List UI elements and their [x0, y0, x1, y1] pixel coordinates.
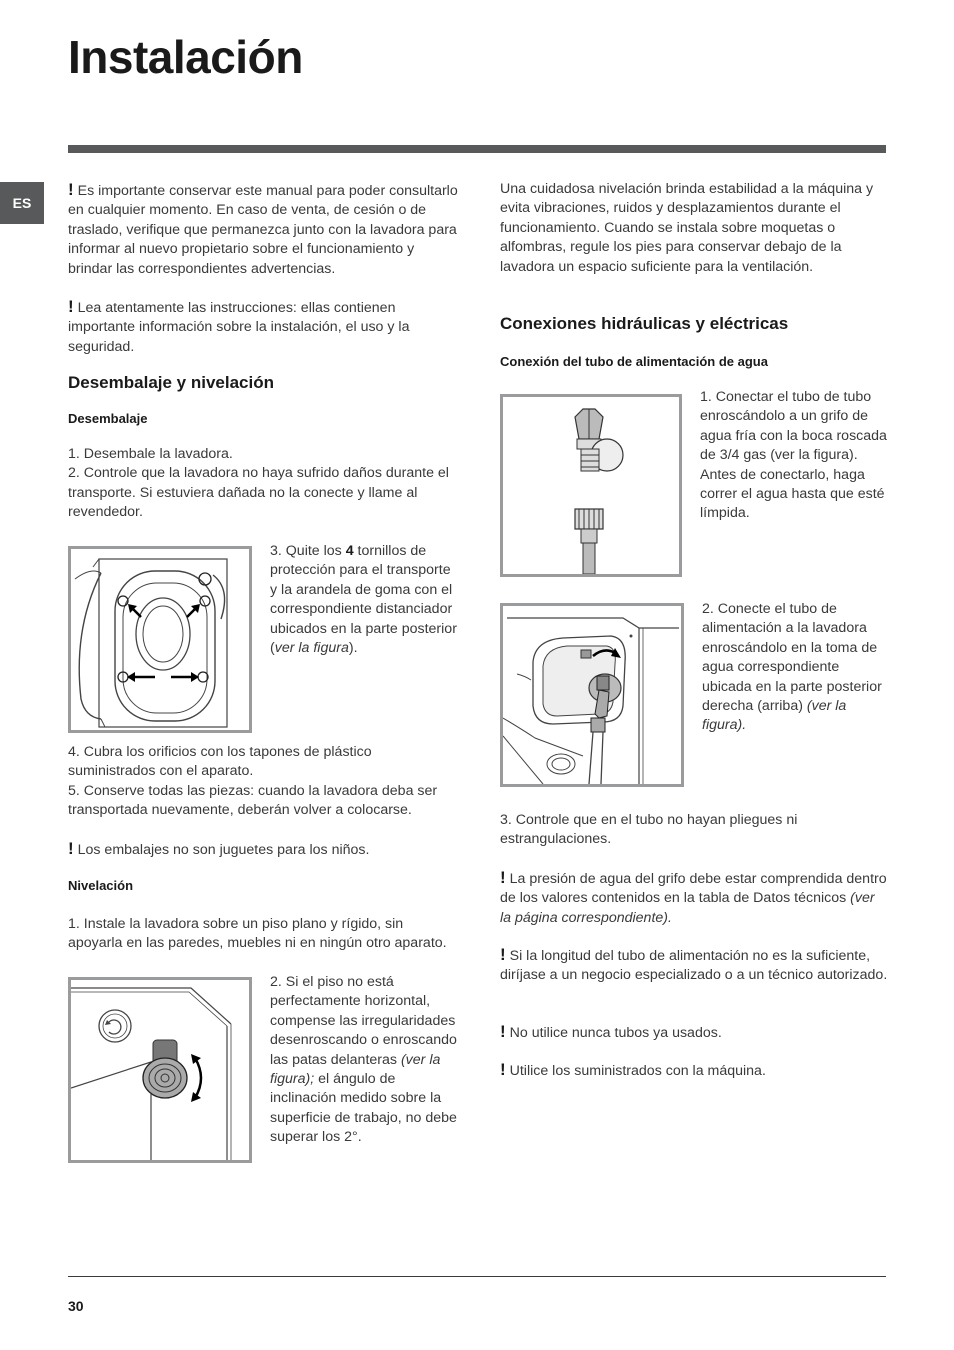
- warning-length-text: Si la longitud del tubo de alimentación no es la suficiente, diríjase a un negocio especializado o a un técnico autorizado.: [500, 948, 888, 984]
- section-unpack-level-title: Desembalaje y nivelación: [68, 373, 274, 392]
- unpack-step-2: 2. Controle que la lavadora no haya sufrido daños durante el transporte. Si estuviera dañada no la conecte y llame al revendedor.: [68, 465, 449, 521]
- adjustable-foot-icon: [71, 980, 249, 1160]
- warning-packaging: [68, 839, 458, 860]
- unpack-step-1: 1. Desembale la lavadora.: [68, 446, 233, 462]
- warning-supplied-text: Utilice los suministrados con la máquina.: [505, 1063, 766, 1079]
- leveling-intro: [500, 180, 888, 277]
- leveling-intro-text: Una cuidadosa nivelación brinda estabilidad a la máquina y evita vibraciones, ruidos y desplazamientos durante el funcionamiento. Cuando se instala sobre moquetas o alfombras, regule los pies para conservar debajo de la lavadora un espacio suficiente para la ventilación.: [500, 181, 874, 275]
- warning-used-text: No utilice nunca tubos ya usados.: [505, 1025, 722, 1041]
- footer-rule: [68, 1276, 886, 1277]
- unpack-steps-4-5: [68, 743, 458, 821]
- unpack-step-5: 5. Conserve todas las piezas: cuando la lavadora deba ser transportada nuevamente, deberán volver a colocarse.: [68, 782, 438, 819]
- tap-hose-figure: [500, 394, 682, 577]
- level-step-2-text: 2. Si el piso no está perfectamente horizontal, compense las irregularidades desenroscando o enroscando las patas delanteras: [270, 974, 457, 1068]
- hose-step-2-text: 2. Conecte el tubo de alimentación a la lavadora enroscándolo en la toma de agua correspondiente ubicada en la parte posterior derecha (arriba): [702, 601, 882, 715]
- title-rule: [68, 145, 886, 153]
- level-step-1: [68, 915, 458, 954]
- unpack-step-3-text: 3. Quite los: [270, 543, 346, 559]
- intro-warning-1: [68, 180, 458, 279]
- unpack-step-3-text-b: tornillos de protección para el transporte y la arandela de goma con el correspondiente distanciador ubicados en la parte posterior (: [270, 543, 457, 657]
- unpack-step-4: 4. Cubra los orificios con los tapones de plástico suministrados con el aparato.: [68, 744, 372, 780]
- warning-mark: !: [500, 945, 506, 964]
- language-tab: ES: [0, 182, 44, 224]
- subheading-leveling: Nivelación: [68, 878, 134, 893]
- warning-mark: !: [68, 180, 74, 199]
- figure-reference: (ver la figura);: [270, 1051, 441, 1088]
- unpack-steps-1-2: [68, 445, 458, 523]
- section-connections-title: Conexiones hidráulicas y eléctricas: [500, 314, 789, 333]
- hose-step-3-text: 3. Controle que en el tubo no hayan pliegues ni estrangulaciones.: [500, 812, 798, 848]
- leveling-figure: [68, 977, 252, 1163]
- warning-mark: !: [500, 1060, 506, 1079]
- warning-packaging-text: Los embalajes no son juguetes para los niños.: [73, 842, 370, 858]
- tap-and-hose-icon: [503, 397, 679, 574]
- screw-count: 4: [345, 543, 354, 559]
- warning-mark: !: [68, 839, 74, 858]
- intro-text-1: Es importante conservar este manual para poder consultarlo en cualquier momento. En caso de venta, de cesión o de traslado, verifique que permanezca junto con la lavadora para informar al nuevo propietario sobre el funcionamiento y brindar las correspondientes advertencias.: [68, 183, 458, 277]
- warning-pressure-text: La presión de agua del grifo debe estar comprendida dentro de los valores contenidos en la tabla de Datos técnicos: [500, 871, 887, 907]
- page-reference: (ver la página correspondiente).: [500, 890, 875, 926]
- intro-text-2: Lea atentamente las instrucciones: ellas contienen importante información sobre la instalación, el uso y la seguridad.: [68, 300, 410, 355]
- rear-screws-figure: [68, 546, 252, 733]
- machine-water-inlet-icon: [503, 606, 681, 784]
- level-step-1-text: 1. Instale la lavadora sobre un piso plano y rígido, sin apoyarla en las paredes, muebles ni en ningún otro aparato.: [68, 916, 447, 952]
- water-inlet-figure: [500, 603, 684, 787]
- subheading-unpack: Desembalaje: [68, 411, 148, 426]
- warning-mark: !: [500, 868, 506, 887]
- washing-machine-rear-icon: [71, 549, 249, 730]
- warning-supplied-hoses: [500, 1060, 888, 1081]
- hose-step-3: [500, 811, 888, 850]
- figure-reference: (ver la figura).: [702, 698, 847, 734]
- level-step-2: [270, 973, 458, 1148]
- page-number: 30: [68, 1298, 84, 1314]
- level-step-2-text-b: el ángulo de inclinación medido sobre la superficie de trabajo, no debe superar los 2°.: [270, 1071, 457, 1146]
- warning-length: [500, 945, 888, 986]
- intro-warning-2: [68, 297, 458, 357]
- hose-step-1: [700, 388, 888, 524]
- hose-step-1-text: 1. Conectar el tubo de tubo enroscándolo a un grifo de agua fría con la boca roscada de 3/4 gas (ver la figura). Antes de conectarlo, haga correr el agua hasta que esté límpida.: [700, 389, 887, 522]
- warning-mark: !: [500, 1022, 506, 1041]
- hose-step-2: [702, 600, 888, 736]
- warning-pressure: [500, 868, 888, 928]
- page-title: Instalación: [68, 31, 303, 83]
- warning-used-hoses: [500, 1022, 888, 1043]
- subheading-water-hose: Conexión del tubo de alimentación de agua: [500, 354, 768, 369]
- warning-mark: !: [68, 297, 74, 316]
- figure-reference: ver la figura: [274, 640, 349, 657]
- unpack-step-3: [270, 542, 458, 658]
- unpack-step-3-end: ).: [348, 640, 358, 657]
